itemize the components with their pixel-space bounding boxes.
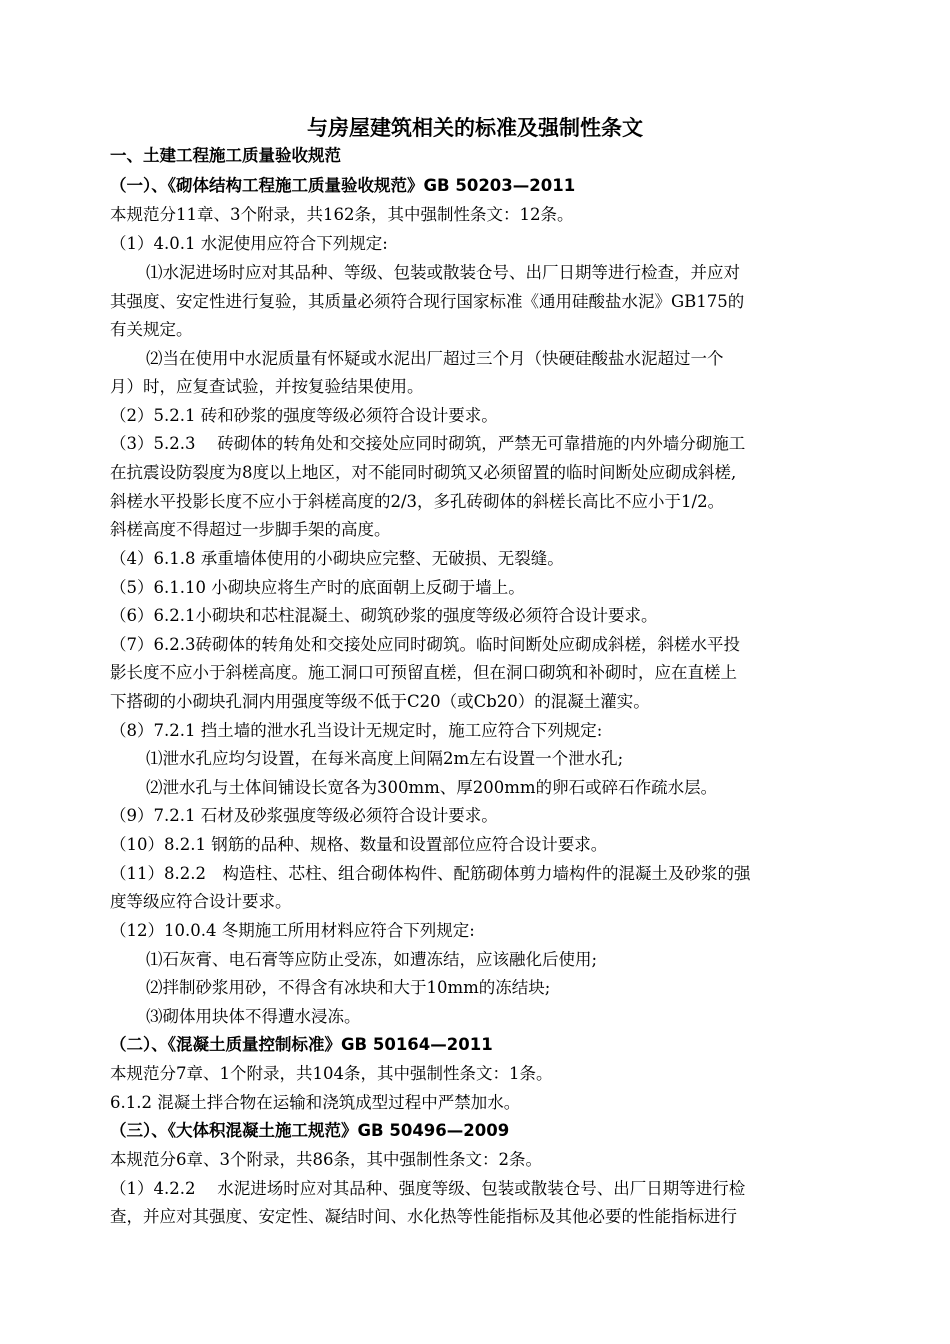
- text-line: 斜槎高度不得超过一步脚手架的高度。: [110, 520, 391, 539]
- clause-line: （6）6.2.1小砌块和芯柱混凝土、砌筑砂浆的强度等级必须符合设计要求。: [110, 606, 658, 625]
- text-line: 影长度不应小于斜槎高度。施工洞口可预留直槎，但在洞口砌筑和补砌时，应在直槎上: [110, 663, 737, 682]
- text-line: ⑵拌制砂浆用砂，不得含有冰块和大于10mm的冻结块;: [146, 978, 551, 997]
- text-line: ⑴泄水孔应均匀设置，在每米高度上间隔2m左右设置一个泄水孔;: [146, 749, 624, 768]
- text-line: 度等级应符合设计要求。: [110, 892, 292, 911]
- subsection-heading: （一）、《砌体结构工程施工质量验收规范》GB 50203—2011: [110, 176, 576, 195]
- subsection-heading: （三）、《大体积混凝土施工规范》GB 50496—2009: [110, 1121, 510, 1140]
- summary-line: 本规范分7章、1个附录，共104条，其中强制性条文：1条。: [110, 1064, 553, 1083]
- clause-line: （9）7.2.1 石材及砂浆强度等级必须符合设计要求。: [110, 806, 498, 825]
- summary-line: 本规范分11章、3个附录，共162条，其中强制性条文：12条。: [110, 205, 574, 224]
- text-line: 下搭砌的小砌块孔洞内用强度等级不低于C20（或Cb20）的混凝土灌实。: [110, 692, 650, 711]
- clause-line: （7）6.2.3砖砌体的转角处和交接处应同时砌筑。临时间断处应砌成斜槎，斜槎水平投: [110, 635, 740, 654]
- page-title: 与房屋建筑相关的标准及强制性条文: [307, 116, 643, 140]
- text-line: ⑴石灰膏、电石膏等应防止受冻，如遭冻结，应该融化后使用;: [146, 950, 598, 969]
- text-line: 查，并应对其强度、安定性、凝结时间、水化热等性能指标及其他必要的性能指标进行: [110, 1207, 737, 1226]
- subsection-heading: （二）、《混凝土质量控制标准》GB 50164—2011: [110, 1035, 493, 1054]
- clause-line: （12）10.0.4 冬期施工所用材料应符合下列规定:: [110, 921, 475, 940]
- text-line: ⑵泄水孔与土体间铺设长宽各为300mm、厚200mm的卵石或碎石作疏水层。: [146, 778, 718, 797]
- clause-line: （5）6.1.10 小砌块应将生产时的底面朝上反砌于墙上。: [110, 578, 525, 597]
- clause-line: 6.1.2 混凝土拌合物在运输和浇筑成型过程中严禁加水。: [110, 1093, 521, 1112]
- summary-line: 本规范分6章、3个附录，共86条，其中强制性条文：2条。: [110, 1150, 542, 1169]
- text-line: 其强度、安定性进行复验，其质量必须符合现行国家标准《通用硅酸盐水泥》GB175的: [110, 292, 745, 311]
- clause-line: （1）4.0.1 水泥使用应符合下列规定:: [110, 234, 388, 253]
- clause-line: （11）8.2.2 构造柱、芯柱、组合砌体构件、配筋砌体剪力墙构件的混凝土及砂浆的强: [110, 864, 751, 883]
- text-line: 在抗震设防裂度为8度以上地区，对不能同时砌筑又必须留置的临时间断处应砌成斜槎,: [110, 463, 737, 482]
- text-line: ⑴水泥进场时应对其品种、等级、包装或散装仓号、出厂日期等进行检查，并应对: [146, 263, 740, 282]
- clause-line: （4）6.1.8 承重墙体使用的小砌块应完整、无破损、无裂缝。: [110, 549, 564, 568]
- clause-line: （8）7.2.1 挡土墙的泄水孔当设计无规定时，施工应符合下列规定:: [110, 721, 603, 740]
- text-line: 有关规定。: [110, 320, 193, 339]
- text-line: ⑶砌体用块体不得遭水浸冻。: [146, 1007, 361, 1026]
- section-heading: 一、土建工程施工质量验收规范: [110, 146, 341, 165]
- clause-line: （10）8.2.1 钢筋的品种、规格、数量和设置部位应符合设计要求。: [110, 835, 608, 854]
- clause-line: （3）5.2.3 砖砌体的转角处和交接处应同时砌筑，严禁无可靠措施的内外墙分砌施工: [110, 434, 746, 453]
- text-line: 斜槎水平投影长度不应小于斜槎高度的2/3，多孔砖砌体的斜槎长高比不应小于1/2。: [110, 492, 725, 511]
- clause-line: （1）4.2.2 水泥进场时应对其品种、强度等级、包装或散装仓号、出厂日期等进行检: [110, 1179, 746, 1198]
- clause-line: （2）5.2.1 砖和砂浆的强度等级必须符合设计要求。: [110, 406, 498, 425]
- text-line: ⑵当在使用中水泥质量有怀疑或水泥出厂超过三个月（快硬硅酸盐水泥超过一个: [146, 349, 724, 368]
- text-line: 月）时，应复查试验，并按复验结果使用。: [110, 377, 424, 396]
